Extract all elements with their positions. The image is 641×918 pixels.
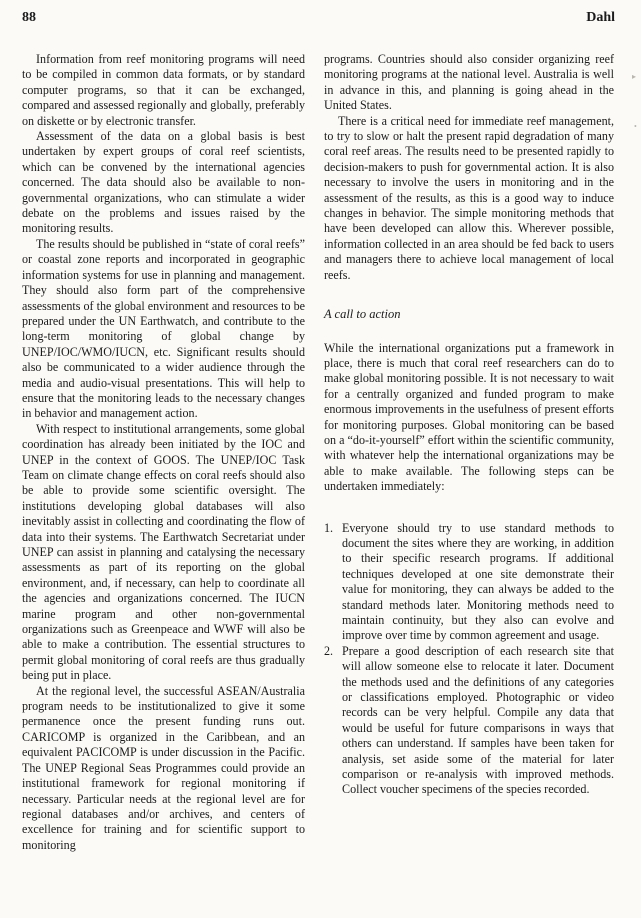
margin-mark-icon: ▸ [632,72,637,81]
list-item-number: 1. [324,520,334,535]
paragraph: There is a critical need for immediate reef management, to try to slow or halt the present rapid degradation of many coral reef areas. The results need to be presented rapidly to decision-makers to push for governmental action. It is also necessary to involve the users in monitoring and in the assessment of the results, as this is a good way to induce changes in behavior. The simple monitoring methods that have been developed can allow this. Wherever possible, information collected in an area should be fed back to users and managers there to achieve local management of local reefs. [324,113,614,282]
list-item-text: Prepare a good description of each research site that will allow someone else to relocate it later. Document the methods used and the definitions of any categories or classifications employed. Photographic or video records can be very helpful. Compile any data that would be useful for future comparisons in ways that others can understand. If samples have been taken for analysis, set aside some of the material for later comparison or re-analysis with improved methods. Collect voucher specimens of the species recorded. [342,643,614,797]
list-item-number: 2. [324,643,334,658]
paragraph: Assessment of the data on a global basis is best undertaken by expert groups of coral reef scientists, which can be convened by the international agencies concerned. The data should also be available to non-governmental organizations, who can stimulate a wider debate on the problems and issues raised by the monitoring results. [22,129,305,236]
paragraph: At the regional level, the successful ASEAN/Australia program needs to be institutionalized to give it some permanence once the present funding runs out. CARICOMP is organized in the Caribbean, and an equivalent PACICOMP is under discussion in the Pacific. The UNEP Regional Seas Programmes could provide an institutional framework for regional monitoring if necessary. Particular needs at the regional level are for regional databases and/or archives, and centers of excellence for training and for scientific support to monitoring [22,683,305,852]
margin-mark-icon: • [634,122,637,131]
list-item-text: Everyone should try to use standard methods to document the sites where they are working, in addition to their specific research programs. If additional techniques developed at one site demonstrate their value for monitoring, they can always be added to the standard methods later. Monitoring methods need to maintain continuity, but they also can evolve and improve over time by common agreement and usage. [342,520,614,643]
section-heading: A call to action [324,307,401,322]
paragraph: While the international organizations put a framework in place, there is much that coral reef researchers can do to make global monitoring possible. It is not necessary to wait for a centrally organized and funded program to make enormous improvements in the usefulness of present efforts for monitoring purposes. Global monitoring can be based on a “do-it-yourself” effort within the scientific community, with whatever help the international organizations may be able to make available. The following steps can be undertaken immediately: [324,340,614,494]
paragraph: With respect to institutional arrangements, some global coordination has already been initiated by the IOC and UNEP in the context of GOOS. The UNEP/IOC Task Team on climate change effects on coral reefs should also be able to provide some scientific oversight. The institutions developing global databases will also inevitably assist in collecting and coordinating the flow of data into their systems. The Earthwatch Secretariat under UNEP can assist in planning and catalysing the necessary assessments as part of its reporting on the global environment, and, if necessary, can help to coordinate all the agencies and organizations concerned. The IUCN marine program and other non-governmental organizations such as Greenpeace and WWF will also be able to make a contribution. The essential structures to permit global monitoring of coral reefs are thus gradually being put in place. [22,421,305,683]
left-column [22,52,305,853]
paragraph-continuation: programs. Countries should also consider organizing reef monitoring programs at the national level. Australia is well in advance in this, and planning is going ahead in the United States. [324,52,614,113]
running-head: Dahl [586,10,615,25]
paragraph: Information from reef monitoring programs will need to be compiled in common data formats, or by standard computer programs, so that it can be exchanged, compared and assessed regionally and globally, preferably on diskette or by electronic transfer. [22,52,305,128]
steps-list [324,521,614,798]
page-number: 88 [22,10,36,25]
right-column [324,52,614,798]
paragraph: The results should be published in “state of coral reefs” or coastal zone reports and incorporated in geographic information systems for use in planning and management. They should also form part of the comprehensive assessments of the global environment and resources to be prepared under the UN Earthwatch, and contribute to the long-term monitoring of global change by UNEP/IOC/WMO/IUCN, etc. Significant results should also be communicated to a wider audience through the media and audio-visual presentations. This will help to ensure that the monitoring leads to the necessary changes in behavior and management action. [22,236,305,421]
list-item [324,521,614,644]
list-item [324,644,614,798]
